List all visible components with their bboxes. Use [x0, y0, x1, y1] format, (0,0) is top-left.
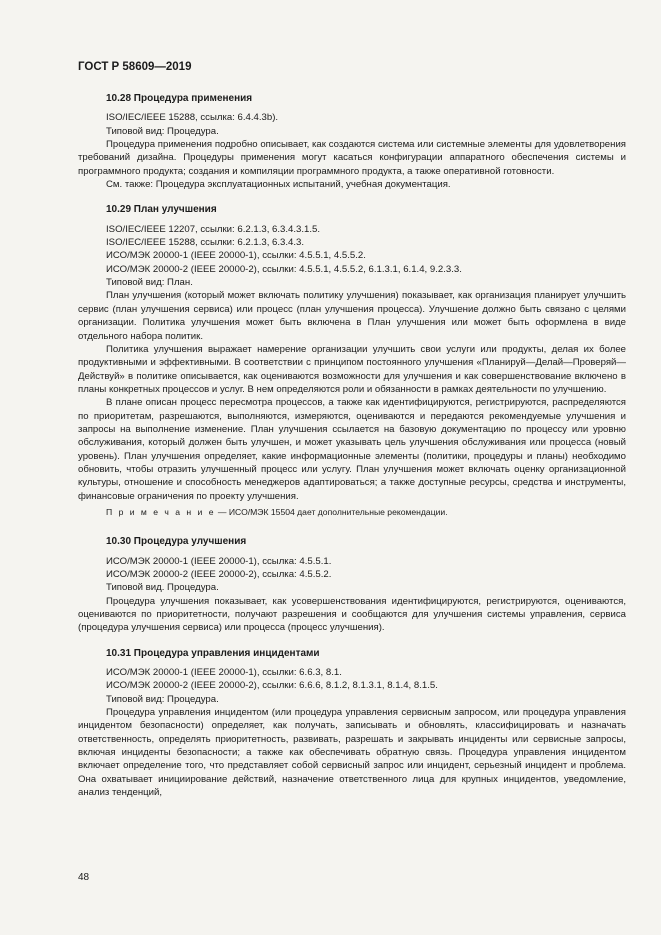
reference-line: Типовой вид. Процедура.	[106, 582, 219, 594]
reference-line: ИСО/МЭК 20000-1 (IEEE 20000-1), ссылки: 6.6.3, 8.1.	[106, 667, 342, 679]
page-number: 48	[78, 872, 90, 883]
paragraph: Политика улучшения выражает намерение организации улучшить свои услуги или продукты, делая их более продуктивными и эффективными. В соответствии с принципом постоянного улучшения «Планируй—Делай—Проверяй—Действуй» в политике описывается, как оцениваются возможности для улучшения и как совершенствование включено в планы конкретных процессов и услуг. В нем определяются роли и обязанности в рамках деятельности по улучшению.	[78, 343, 626, 395]
section-heading: 10.31 Процедура управления инцидентами	[106, 647, 320, 659]
paragraph: В плане описан процесс пересмотра процессов, а также как идентифицируются, регистрируются, распределяются по приоритетам, разрешаются, выполняются, измеряются, оцениваются и передаются рекомендуемые улучшения и запросы на выполнение изменение. План улучшения ссылается на базовую документацию по процессу или уровню обслуживания, который должен быть улучшен, и может указывать цель улучшения обслуживания или процесса (новый уровень). План улучшения определяет, какие информационные элементы (политики, процедуры и планы) необходимо обновить, чтобы отразить улучшенный процесс или услугу. План улучшения может включать оценку организационной культуры, отношение и способность менеджеров адаптироваться; а также доступные ресурсы, средства и инструменты, финансовые ограничения по проекту улучшения.	[78, 397, 626, 502]
reference-line: ИСО/МЭК 20000-1 (IEEE 20000-1), ссылка: 4.5.5.1.	[106, 555, 332, 567]
note-label: П р и м е ч а н и е	[106, 506, 216, 517]
paragraph: Процедура применения подробно описывает, как создаются система или системные элементы для удовлетворения требований дизайна. Процедуры применения могут касаться конфигурации аппаратного обеспечения системы и программного продукта; создания и компиляции программного продукта, а также оперативной готовности.	[78, 139, 626, 177]
reference-line: Типовой вид: Процедура.	[106, 125, 219, 137]
paragraph: План улучшения (который может включать политику улучшения) показывает, как организация планирует улучшить сервис (план улучшения сервиса) или процесс (план улучшения процесса). Улучшение должно быть связано с целями организации. Политика улучшения может быть включена в План улучшения или может быть оформлена в виде отдельного набора политик.	[78, 290, 626, 342]
reference-line: ИСО/МЭК 20000-2 (IEEE 20000-2), ссылка: 4.5.5.2.	[106, 569, 332, 580]
reference-line: ISO/IEC/IEEE 12207, ссылки: 6.2.1.3, 6.3.4.3.1.5.	[106, 223, 321, 235]
reference-line: ISO/IEC/IEEE 15288, ссылки: 6.2.1.3, 6.3.4.3.	[106, 237, 305, 249]
document-body	[78, 88, 626, 800]
paragraph: Процедура управления инцидентом (или процедура управления сервисным запросом, или процедура управления инцидентом безопасности) определяет, как получать, записывать и обновлять, классифицировать и назначать ответственность, определять приоритетность, развивать, разрешать и закрывать инциденты или сервисные запросы, включая инциденты безопасности; а также как обеспечивать обратную связь. Процедура управления инцидентом включает определение того, что представляет собой сервисный запрос или инцидент, серьезный инцидент и проблема. Она охватывает инициирование действий, назначение ответственного лица для крупных инцидентов, уведомление, анализ тенденций,	[78, 707, 626, 799]
reference-line: ИСО/МЭК 20000-2 (IEEE 20000-2), ссылки: 6.6.6, 8.1.2, 8.1.3.1, 8.1.4, 8.1.5.	[106, 680, 438, 692]
section-heading: 10.29 План улучшения	[106, 204, 217, 216]
section-heading: 10.30 Процедура улучшения	[106, 536, 247, 548]
reference-line: ISO/IEC/IEEE 15288, ссылка: 6.4.4.3b).	[106, 112, 279, 124]
paragraph: См. также: Процедура эксплуатационных испытаний, учебная документация.	[106, 179, 451, 191]
paragraph: Процедура улучшения показывает, как усовершенствования идентифицируются, регистрируются, оцениваются, оцениваются по приоритетности, получают разрешения и сообщаются для улучшения системы управления, сервиса (процедура улучшения сервиса) или процесса (процесс улучшения).	[78, 595, 626, 634]
reference-line: ИСО/МЭК 20000-1 (IEEE 20000-1), ссылки: 4.5.5.1, 4.5.5.2.	[106, 250, 366, 262]
reference-line: ИСО/МЭК 20000-2 (IEEE 20000-2), ссылки: 4.5.5.1, 4.5.5.2, 6.1.3.1, 6.1.4, 9.2.3.3.	[106, 263, 462, 275]
document-header: ГОСТ Р 58609—2019	[78, 61, 192, 73]
reference-line: Типовой вид: Процедура.	[106, 693, 219, 705]
note	[78, 506, 626, 519]
section-heading: 10.28 Процедура применения	[106, 93, 253, 104]
reference-line: Типовой вид: План.	[106, 277, 193, 289]
note-text: — ИСО/МЭК 15504 дает дополнительные рекомендации.	[215, 506, 448, 517]
